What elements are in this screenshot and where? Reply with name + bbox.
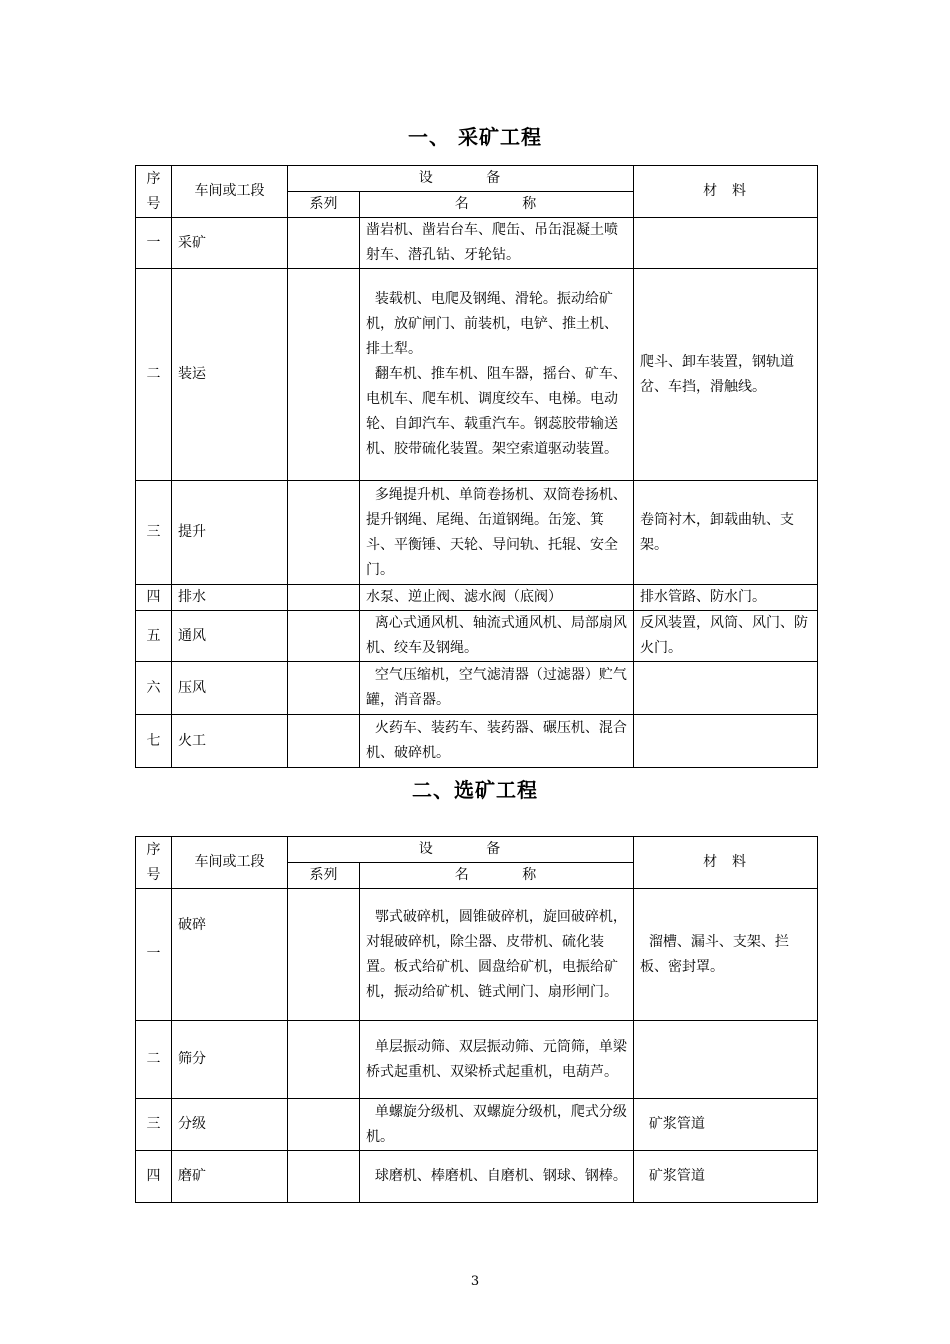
series-cell (288, 889, 360, 1021)
series-cell (288, 269, 360, 481)
processing-equipment-table (135, 836, 818, 1203)
header-seq: 序 号 (136, 837, 172, 889)
series-cell (288, 715, 360, 768)
table-row: 四 磨矿 球磨机、棒磨机、自磨机、钢球、钢棒。 矿浆管道 (136, 1151, 818, 1203)
series-cell (288, 611, 360, 662)
header-seq: 序 号 (136, 166, 172, 218)
table-row: 一 破碎 鄂式破碎机，圆锥破碎机，旋回破碎机，对辊破碎机，除尘器、皮带机、硫化装置。板式给矿机、圆盘给矿机，电振给矿机，振动给矿机、链式闸门、扇形闸门。 溜槽、漏斗、支架、拦板、密封罩。 (136, 889, 818, 1021)
series-cell (288, 481, 360, 585)
header-workshop: 车间或工段 (172, 837, 288, 889)
series-cell (288, 1099, 360, 1151)
table-row: 四 排水 水泵、逆止阀、滤水阀（底阀） 排水管路、防水门。 (136, 585, 818, 611)
table-row: 三 分级 单螺旋分级机、双螺旋分级机，爬式分级机。 矿浆管道 (136, 1099, 818, 1151)
header-name: 名 称 (360, 863, 634, 889)
series-cell (288, 585, 360, 611)
header-series: 系列 (288, 192, 360, 218)
series-cell (288, 218, 360, 269)
table-row: 六 压风 空气压缩机，空气滤清器（过滤器）贮气罐，消音器。 (136, 662, 818, 715)
table-row: 二 筛分 单层振动筛、双层振动筛、元筒筛，单梁桥式起重机、双梁桥式起重机，电葫芦。 (136, 1021, 818, 1099)
header-series: 系列 (288, 863, 360, 889)
series-cell (288, 1021, 360, 1099)
section-title-processing: 二、选矿工程 (412, 778, 538, 802)
table-row: 五 通风 离心式通风机、轴流式通风机、局部扇风机、绞车及钢绳。 反风装置，风筒、风门、防火门。 (136, 611, 818, 662)
section-title-mining: 一、 采矿工程 (408, 125, 542, 149)
header-equipment: 设 备 (288, 837, 634, 863)
table-row: 三 提升 多绳提升机、单筒卷扬机、双筒卷扬机、提升钢绳、尾绳、缶道钢绳。缶笼、箕斗、平衡锤、天轮、导问轨、托辊、安全门。 卷筒衬木，卸载曲轨、支架。 (136, 481, 818, 585)
table-row: 七 火工 火药车、装药车、装药器、碾压机、混合机、破碎机。 (136, 715, 818, 768)
header-workshop: 车间或工段 (172, 166, 288, 218)
mining-equipment-table (135, 165, 818, 768)
header-name: 名 称 (360, 192, 634, 218)
header-material: 材 料 (634, 166, 818, 218)
header-material: 材 料 (634, 837, 818, 889)
series-cell (288, 1151, 360, 1203)
table-row: 一 采矿 凿岩机、凿岩台车、爬缶、吊缶混凝土喷射车、潜孔钻、牙轮钻。 (136, 218, 818, 269)
page-number: 3 (470, 1274, 480, 1289)
header-equipment: 设 备 (288, 166, 634, 192)
table-row: 二 装运 装载机、电爬及钢绳、滑轮。振动给矿机，放矿闸门、前装机，电铲、推土机、排土犁。 翻车机、推车机、阻车器，摇台、矿车、电机车、爬车机、调度绞车、电梯。电动轮、自卸汽车、载重汽车。钢蕊胶带输送机、胶带硫化装置。架空索道驱动装置。 爬斗、卸车装置，钢轨道岔、车挡，滑触线。 (136, 269, 818, 481)
series-cell (288, 662, 360, 715)
